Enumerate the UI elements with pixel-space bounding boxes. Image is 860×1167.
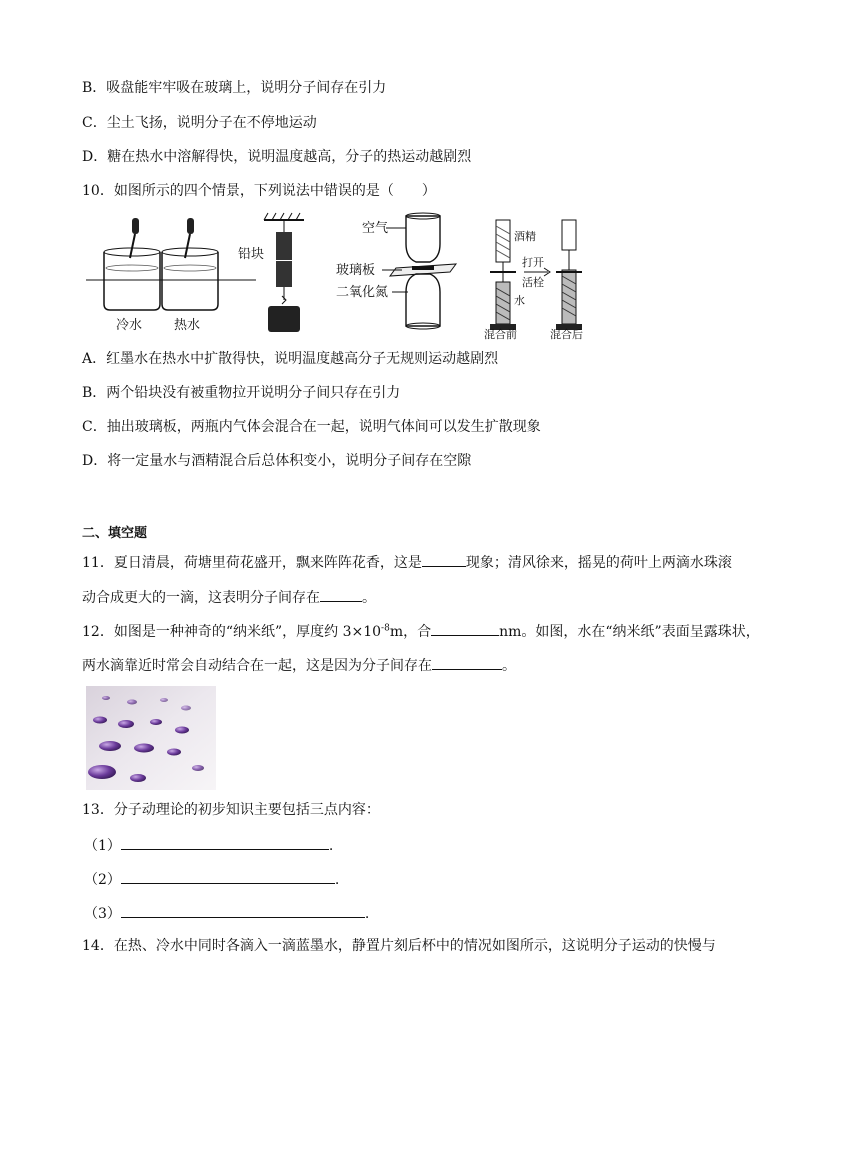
q11-line2 <box>82 587 376 608</box>
label-cold-water: 冷水 <box>116 318 143 333</box>
q9-option-c: C．尘土飞扬，说明分子在不停地运动 <box>82 115 317 131</box>
label-water: 水 <box>514 294 525 307</box>
q12-blank-1[interactable] <box>431 621 499 636</box>
q12-text-5: 。 <box>502 658 516 674</box>
q13-item-3 <box>84 903 369 924</box>
label-hot-water: 热水 <box>174 318 201 333</box>
q13-item-3-label: （3） <box>84 906 121 922</box>
mixing-tubes-illustration <box>484 220 583 341</box>
q12-text-3: nm。如图，水在“纳米纸”表面呈露珠状， <box>499 624 760 640</box>
q9-option-d: D．糖在热水中溶解得快，说明温度越高，分子的热运动越剧烈 <box>82 149 472 165</box>
q14-stem: 14．在热、冷水中同时各滴入一滴蓝墨水，静置片刻后杯中的情况如图所示，这说明分子运动的快慢与 <box>82 938 716 954</box>
q11-blank-1[interactable] <box>422 552 466 567</box>
label-alcohol: 酒精 <box>514 230 536 243</box>
q13-item-1 <box>84 835 333 856</box>
q11-blank-2[interactable] <box>320 587 362 602</box>
q12-blank-2[interactable] <box>432 655 502 670</box>
q11-line1 <box>82 552 732 573</box>
label-before-mixing: 混合前 <box>484 328 517 341</box>
q13-item-2-end: . <box>334 872 340 888</box>
q11-text-3: 动合成更大的一滴，这表明分子间存在 <box>82 590 320 606</box>
q10-stem: 10．如图所示的四个情景，下列说法中错误的是（ ） <box>82 183 436 199</box>
q10-option-a: A．红墨水在热水中扩散得快，说明温度越高分子无规则运动越剧烈 <box>82 351 499 367</box>
q13-item-1-label: （1） <box>84 838 121 854</box>
gas-jars-illustration <box>336 213 456 329</box>
q12-text-1: 12．如图是一种神奇的“纳米纸”，厚度约 3×10 <box>82 624 382 640</box>
label-valve: 活栓 <box>522 276 544 289</box>
label-open: 打开 <box>522 256 544 269</box>
label-glass-plate: 玻璃板 <box>336 263 376 278</box>
q12-text-2: m，合 <box>389 624 432 640</box>
q11-text-4: 。 <box>362 590 376 606</box>
q10-figure <box>86 210 606 342</box>
q12-text-4: 两水滴靠近时常会自动结合在一起，这是因为分子间存在 <box>82 658 432 674</box>
section-title: 二、填空题 <box>82 526 148 541</box>
label-nitrogen-dioxide: 二氧化氮 <box>336 285 389 300</box>
q13-item-2-label: （2） <box>84 872 121 888</box>
q10-option-d: D．将一定量水与酒精混合后总体积变小，说明分子间存在空隙 <box>82 453 472 469</box>
label-air: 空气 <box>362 221 389 236</box>
label-lead-block: 铅块 <box>238 247 265 262</box>
q10-option-b: B．两个铅块没有被重物拉开说明分子间只存在引力 <box>82 385 401 401</box>
q12-exponent: -8 <box>381 623 390 634</box>
q12-line2 <box>82 655 516 676</box>
q13-blank-2[interactable] <box>121 869 335 884</box>
q13-item-3-end: . <box>364 906 370 922</box>
q13-stem: 13．分子动理论的初步知识主要包括三点内容： <box>82 802 380 818</box>
q9-option-b: B．吸盘能牢牢吸在玻璃上，说明分子间存在引力 <box>82 80 387 96</box>
label-after-mixing: 混合后 <box>550 328 583 341</box>
q11-text-1: 11．夏日清晨，荷塘里荷花盛开，飘来阵阵花香，这是 <box>82 555 422 571</box>
beakers-illustration <box>86 218 256 333</box>
q10-option-c: C．抽出玻璃板，两瓶内气体会混合在一起，说明气体间可以发生扩散现象 <box>82 419 541 435</box>
lead-blocks-illustration <box>238 213 304 332</box>
q13-item-2 <box>84 869 339 890</box>
q13-item-1-end: . <box>328 838 334 854</box>
q12-line1 <box>82 621 760 642</box>
q13-blank-3[interactable] <box>121 903 365 918</box>
q13-blank-1[interactable] <box>121 835 329 850</box>
q11-text-2: 现象；清风徐来，摇晃的荷叶上两滴水珠滚 <box>465 555 732 571</box>
nano-paper-photo <box>86 686 216 790</box>
